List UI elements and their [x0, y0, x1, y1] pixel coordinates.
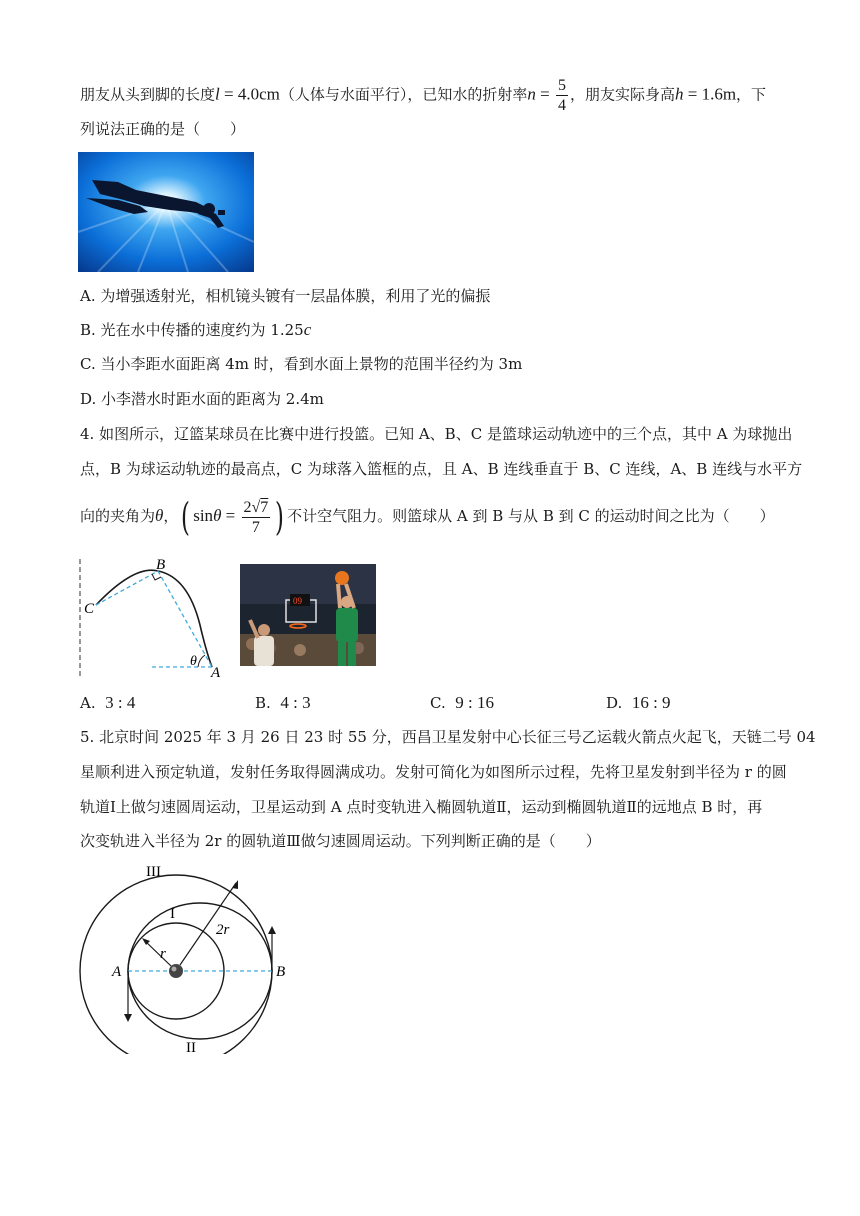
q4-stem-line-1: 4. 如图所示，辽篮某球员在比赛中进行投篮。已知 A、B、C 是篮球运动轨迹中的三个点，其中 A 为球抛出: [80, 425, 793, 443]
q4-right-paren: ): [275, 495, 285, 539]
q5-stem-line-3: 轨道Ⅰ上做匀速圆周运动，卫星运动到 A 点时变轨进入椭圆轨道Ⅱ，运动到椭圆轨道Ⅱ的远地点 B 时，再: [80, 798, 763, 816]
q4-option-b-value: 4 : 3: [280, 693, 311, 712]
q4-stem-line-2: 点，B 为球运动轨迹的最高点，C 为球落入篮框的点，且 A、B 连线垂直于 B、C 连线，A、B 连线与水平方: [80, 460, 803, 478]
q4-option-b-letter: B.: [255, 694, 271, 712]
q4-sin-theta: θ: [213, 506, 222, 525]
q3-option-b-text: B. 光在水中传播的速度约为 1.25: [80, 321, 304, 339]
q3-option-b: [80, 320, 311, 340]
q4-comma: ，: [163, 507, 179, 525]
radius-2r-label: 2r: [216, 922, 230, 938]
point-c-label: C: [84, 601, 95, 617]
q4-num-coef: 2: [243, 498, 252, 516]
q4-option-c-letter: C.: [430, 694, 446, 712]
basketball-icon: [335, 571, 349, 585]
q4-sin-numerator: 2√7: [243, 498, 269, 516]
q4-option-c: [430, 693, 494, 713]
q4-option-c-value: 9 : 16: [455, 693, 494, 712]
point-b-label: B: [156, 557, 166, 573]
radius-2r-arrowhead: [232, 880, 238, 889]
ab-line: [158, 571, 212, 667]
q4-sin-denominator: 7: [251, 518, 260, 536]
q3-l-symbol: l: [215, 84, 220, 104]
q3-h-value: = 1.6m: [683, 84, 737, 104]
q5-stem-line-1: 5. 北京时间 2025 年 3 月 26 日 23 时 55 分，西昌卫星发射中心长征三号乙运载火箭点火起飞，天链二号 04: [80, 728, 816, 746]
point-a-label: A: [211, 665, 221, 681]
q4-option-a-letter: A.: [80, 694, 96, 712]
q3-text-b: （人体与水面平行），已知水的折射率: [279, 85, 528, 104]
orbit-ii-label: II: [186, 1040, 196, 1054]
orbit-i-label: I: [170, 906, 175, 922]
orbit-iii-label: III: [146, 864, 161, 880]
q3-h-symbol: h: [674, 84, 684, 104]
q3-option-a: A. 为增强透射光，相机镜头镀有一层晶体膜，利用了光的偏振: [80, 287, 491, 305]
q4-stem-line-3: [80, 496, 775, 537]
q4-option-a-value: 3 : 4: [105, 693, 136, 712]
q4-option-b: [255, 693, 311, 713]
q4-option-d-letter: D.: [606, 694, 623, 712]
velocity-a-arrowhead: [124, 1014, 132, 1022]
q4-equals: =: [221, 506, 240, 525]
q4-option-d-value: 16 : 9: [631, 693, 671, 712]
q3-stem-line-2: 列说法正确的是（ ）: [80, 120, 246, 138]
q3-n-symbol: n: [527, 84, 536, 104]
q3-l-value: = 4.0cm: [219, 84, 280, 104]
q4-theta: θ: [155, 506, 164, 525]
basketball-photo: [240, 564, 376, 666]
velocity-b-arrowhead: [268, 926, 276, 934]
q4-text-a: 向的夹角为: [80, 507, 156, 525]
q4-sin: sin: [193, 506, 214, 525]
q3-text-d: ，下: [736, 85, 767, 104]
radius-r-arrow: [144, 940, 171, 966]
earth-highlight: [172, 967, 177, 972]
point-a-label: A: [112, 964, 122, 980]
shot-clock-digits: 09: [293, 596, 302, 606]
q4-trajectory-figure: [72, 555, 232, 681]
right-angle-mark: [152, 574, 161, 580]
q3-n-numerator: 5: [557, 77, 566, 94]
q5-orbit-figure: [70, 858, 296, 1054]
q3-n-equals: =: [535, 84, 554, 104]
earth-icon: [169, 964, 183, 978]
q4-option-a: [80, 693, 135, 713]
q3-n-denominator: 4: [557, 97, 566, 114]
q4-option-d: [606, 693, 671, 713]
diver-photo: [78, 152, 254, 272]
bc-line: [96, 571, 158, 605]
q3-text-c: ，朋友实际身高: [569, 85, 675, 104]
theta-arc: [198, 655, 205, 667]
q3-option-c: C. 当小李距水面距离 4m 时，看到水面上景物的范围半径约为 3m: [80, 355, 523, 373]
ball-trajectory: [96, 570, 212, 667]
theta-label: θ: [190, 654, 197, 669]
q4-sin-fraction: [242, 498, 271, 537]
radius-r-label: r: [160, 946, 166, 962]
q4-text-b: 不计空气阻力。则篮球从 A 到 B 与从 B 到 C 的运动时间之比为（ ）: [287, 507, 775, 525]
point-b-label: B: [276, 964, 286, 980]
q3-stem-line-1: [80, 76, 766, 115]
q3-option-b-c: c: [303, 320, 312, 339]
q3-text-a: 朋友从头到脚的长度: [80, 85, 216, 104]
q5-stem-line-2: 星顺利进入预定轨道，发射任务取得圆满成功。发射可简化为如图所示过程，先将卫星发射到半径为 r 的圆: [80, 763, 787, 781]
q3-n-fraction: [556, 76, 568, 115]
q4-num-radicand: 7: [260, 498, 269, 516]
q4-left-paren: (: [181, 495, 191, 539]
q3-option-d: D. 小李潜水时距水面的距离为 2.4m: [80, 390, 324, 408]
q5-stem-line-4: 次变轨进入半径为 2r 的圆轨道Ⅲ做匀速圆周运动。下列判断正确的是（ ）: [80, 832, 601, 850]
